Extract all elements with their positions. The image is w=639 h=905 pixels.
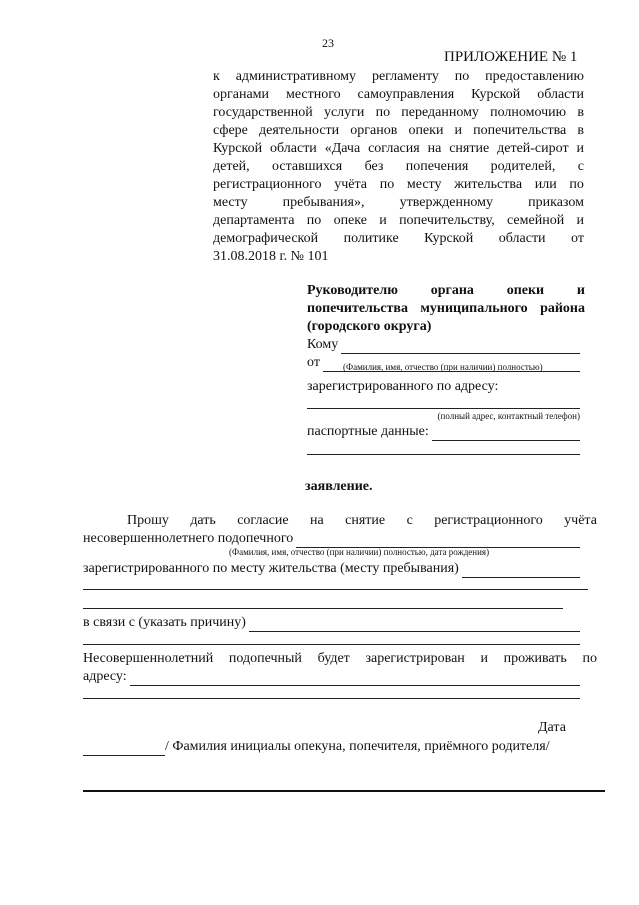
reason-blank[interactable]: [249, 617, 580, 632]
passport-label: паспортные данные:: [307, 424, 429, 439]
bottom-divider: [83, 790, 605, 792]
request-line: Прошу дать согласие на снятие с регистрационного учёта: [127, 513, 597, 528]
appendix-line: к административному регламенту по предоставлению: [213, 69, 584, 84]
appendix-last-line: 31.08.2018 г. № 101: [213, 249, 329, 264]
ward-hint: (Фамилия, имя, отчество (при наличии) полностью, дата рождения): [229, 547, 490, 557]
reason-label: в связи с (указать причину): [83, 615, 246, 630]
appendix-line: демографической политике Курской области от: [213, 231, 584, 246]
ward-blank[interactable]: [296, 533, 580, 548]
ward-field: [83, 530, 580, 548]
residence-blank-3[interactable]: [83, 608, 563, 609]
page-number: 23: [322, 36, 334, 50]
registered-label: зарегистрированного по адресу:: [307, 379, 499, 394]
addressee-line: (городского округа): [307, 319, 432, 334]
signature-blank[interactable]: [83, 741, 165, 756]
addressee-line: попечительства муниципального района: [307, 301, 585, 316]
new-address-blank-2[interactable]: [83, 698, 580, 699]
address-blank[interactable]: [307, 408, 580, 409]
appendix-line: детей, оставшихся без попечения родителей, с: [213, 159, 584, 174]
appendix-line: органами местного самоуправления Курской области: [213, 87, 584, 102]
from-hint: (Фамилия, имя, отчество (при наличии) полностью): [343, 362, 543, 372]
to-label: Кому: [307, 337, 339, 352]
appendix-line: Курской области «Дача согласия на снятие детей-сирот и: [213, 141, 584, 156]
address-hint: (полный адрес, контактный телефон): [437, 411, 580, 421]
passport-blank[interactable]: [432, 426, 580, 441]
to-field: [307, 336, 580, 354]
ward-label: несовершеннолетнего подопечного: [83, 531, 294, 546]
appendix-line: сфере деятельности органов опеки и попечительства в: [213, 123, 584, 138]
will-live-line: Несовершеннолетний подопечный будет зарегистрирован и проживать по: [83, 651, 597, 666]
appendix-line: департамента по опеке и попечительству, семейной и: [213, 213, 584, 228]
date-label: Дата: [538, 720, 566, 735]
residence-blank[interactable]: [462, 563, 580, 578]
residence-field: [83, 560, 580, 578]
address-label: адресу:: [83, 669, 127, 684]
new-address-field: [83, 668, 580, 686]
reason-blank-2[interactable]: [83, 644, 580, 645]
appendix-line: регистрационного учёта по месту жительства или по: [213, 177, 584, 192]
signature-label: / Фамилия инициалы опекуна, попечителя, приёмного родителя/: [165, 739, 550, 754]
residence-blank-2[interactable]: [83, 589, 588, 590]
from-label: от: [307, 355, 320, 370]
appendix-line: государственной услуги по переданному полномочию в: [213, 105, 584, 120]
residence-label: зарегистрированного по месту жительства (месту пребывания): [83, 561, 459, 576]
to-blank[interactable]: [341, 339, 580, 354]
signature-field: [83, 738, 580, 756]
reason-field: [83, 614, 580, 632]
passport-blank-2[interactable]: [307, 454, 580, 455]
appendix-line: месту пребывания», утвержденному приказом: [213, 195, 584, 210]
new-address-blank[interactable]: [130, 671, 580, 686]
addressee-line: Руководителю органа опеки и: [307, 283, 585, 298]
document-heading: заявление.: [305, 479, 373, 494]
passport-field: [307, 423, 580, 441]
appendix-title: ПРИЛОЖЕНИЕ № 1: [444, 49, 578, 65]
